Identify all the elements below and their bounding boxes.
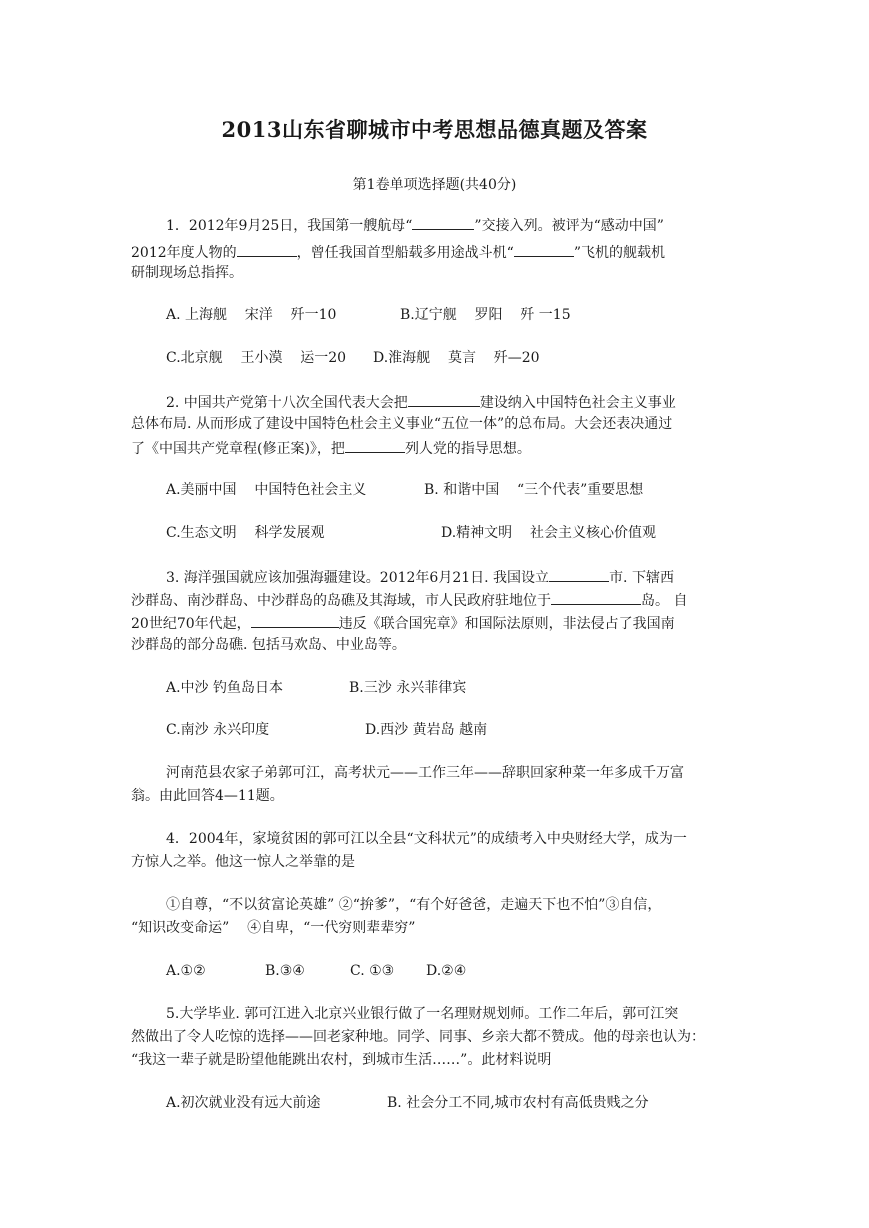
q2-text: 了《中国共产党章程(修正案)》，把 <box>131 441 345 457</box>
document-title: 2013山东省聊城市中考思想品德真题及答案 <box>221 117 648 142</box>
q1-line-2 <box>131 241 665 263</box>
q3-option-c: C.南沙 永兴印度 <box>166 722 270 738</box>
answer-blank <box>237 241 297 257</box>
q3-line-2 <box>131 589 687 611</box>
q1-option-b: B.辽宁舰 罗阳 歼 一15 <box>400 307 571 323</box>
q2-option-b: B. 和谐中国 “三个代表”重要思想 <box>424 482 644 498</box>
q5-option-b: B. 社会分工不同,城市农村有高低贵贱之分 <box>387 1095 649 1111</box>
q1-option-c: C.北京舰 王小漠 运一20 <box>166 350 347 366</box>
q2-text: 列人党的指导思想。 <box>404 441 531 457</box>
q2-option-a: A.美丽中国 中国特色社会主义 <box>166 482 367 498</box>
q1-text: ”飞机的舰载机 <box>573 245 665 261</box>
q1-line-1 <box>166 214 664 236</box>
q4-option-a: A.①② <box>166 963 206 979</box>
context-line-2: 翁。由此回答4—11题。 <box>131 788 284 804</box>
q3-text: 市. 下辖西 <box>609 570 674 586</box>
q3-option-d: D.西沙 黄岩岛 越南 <box>365 722 488 738</box>
answer-blank <box>549 566 609 582</box>
q2-option-d: D.精神文明 社会主义核心价值观 <box>441 525 656 541</box>
q2-text: 2. 中国共产党第十八次全国代表大会把 <box>166 395 408 411</box>
q3-option-b: B.三沙 永兴菲律宾 <box>349 680 467 696</box>
answer-blank <box>412 214 474 230</box>
q3-text: 3. 海洋强国就应该加强海疆建设。2012年6月21日. 我国设立 <box>166 570 550 586</box>
q2-line-3 <box>131 437 531 459</box>
q2-option-c: C.生态文明 科学发展观 <box>166 525 325 541</box>
q3-text: 20世纪70年代起， <box>131 616 251 632</box>
q1-text: ，曾任我国首型船载多用途战斗机“ <box>296 245 514 261</box>
q4-option-b: B.③④ <box>265 963 305 979</box>
q1-text: 2012年度人物的 <box>131 245 237 261</box>
q2-line-2: 总体布局. 从而形成了建设中国特色杜会主义事业“五位一体”的总布局。大会还表决通过 <box>131 416 673 432</box>
q3-line-1 <box>166 566 674 588</box>
q4-statements-1: ①自尊，“不以贫富论英雄” ②“拚爹”，“有个好爸爸，走遍天下也不怕”③自信， <box>166 897 662 913</box>
q2-text: 建设纳入中国特色社会主义事业 <box>479 395 676 411</box>
q3-line-4: 沙群岛的部分岛礁. 包括马欢岛、中业岛等。 <box>131 637 406 653</box>
q1-text: ”交接入列。被评为“感动中国” <box>474 218 664 234</box>
q5-line-1: 5.大学毕业. 郭可江进入北京兴业银行做了一名理财规划师。工作二年后，郭可江突 <box>166 1006 679 1022</box>
q4-line-1: 4．2004年，家境贫困的郭可江以全县“文科状元”的成绩考入中央财经大学，成为一 <box>166 831 687 847</box>
section-subtitle: 第1卷单项选择题(共40分) <box>352 177 517 193</box>
q3-text: 违反《联合国宪章》和国际法原则，非法侵占了我国南 <box>338 616 675 632</box>
q3-line-3 <box>131 612 675 634</box>
q1-text: 1．2012年9月25日，我国第一艘航母“ <box>166 218 413 234</box>
q3-text: 沙群岛、南沙群岛、中沙群岛的岛礁及其海域，市人民政府驻地位于 <box>131 593 551 609</box>
q4-line-2: 方惊人之举。他这一惊人之举靠的是 <box>131 854 355 870</box>
answer-blank <box>551 589 641 605</box>
q4-option-d: D.②④ <box>426 963 467 979</box>
q2-line-1 <box>166 391 676 413</box>
q4-option-c: C. ①③ <box>350 963 395 979</box>
q1-option-d: D.淮海舰 莫言 歼—20 <box>373 350 540 366</box>
q5-line-2: 然做出了令人吃惊的选择——回老家种地。同学、同事、乡亲大都不赞成。他的母亲也认为： <box>131 1029 705 1045</box>
answer-blank <box>251 612 339 628</box>
answer-blank <box>408 391 480 407</box>
q3-text: 岛。 自 <box>641 593 688 609</box>
q5-line-3: “我这一辈子就是盼望他能跳出农村，到城市生活……”。此材料说明 <box>131 1052 552 1068</box>
answer-blank <box>514 241 574 257</box>
q5-option-a: A.初次就业没有远大前途 <box>166 1095 321 1111</box>
q4-statements-2: “知识改变命运” ④自卑，“一代穷则辈辈穷” <box>131 920 416 936</box>
q3-option-a: A.中沙 钓鱼岛日本 <box>166 680 284 696</box>
context-line-1: 河南范县农家子弟郭可江，高考状元——工作三年——辞职回家种菜一年多成千万富 <box>166 765 684 781</box>
answer-blank <box>345 437 405 453</box>
q1-option-a: A. 上海舰 宋洋 歼一10 <box>166 307 337 323</box>
q1-line-3: 研制现场总指挥。 <box>131 265 243 281</box>
